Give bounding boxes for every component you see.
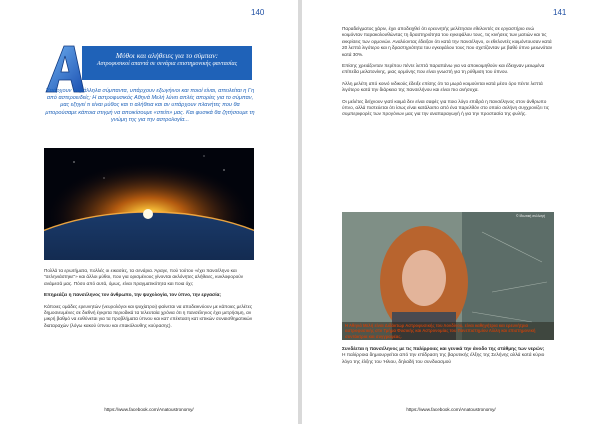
earth-sunrise-image (44, 148, 254, 260)
caption-text: Η Αθηνά Μελή είναι Διδάκτωρ Αστροφυσικής του Λονδίνου, είναι καθηγήτρια και ερευνήτρια αστροφυσικής στο Τμήμα Φυσικής και Αστρονομίας του Πανεπιστημίου Λίλλη και επιστημονική συντάκτρια και συγγραφέας. (342, 322, 554, 340)
right-body-bottom (342, 347, 554, 366)
intro-text: Υπάρχουν παράλληλα σύμπαντα, υπάρχουν εξωγήινοι και ποιοί είναι, απειλείται η Γη από αστεροειδείς; Η αστροφυσικός Αθηνά Μελή λύνει απλές απορίες για το σύμπαν, μας εξηγεί τι είναι μύθος και τι αλήθεια και αν υπάρχουν πλανήτες που θα μπορούσαμε κάποια στιγμή να αποικίσουμε «στείτι» μας. Και φυσικά θα ζητήσουμε τη γνώμη της για την αστρολογία... (45, 88, 255, 123)
paragraph: Επίσης χρειάζονταν περίπου πέντε λεπτά παραπάνω για να αποκοιμηθούν και έδειχναν μειωμένα επίπεδα μελατονίνης, μιας ορμόνης που είναι γνωστή για τη ρύθμιση του ύπνου. (342, 63, 545, 75)
paragraph: Άλλη μελέτη από κοινό ινδικούς έδειξε επίσης ότι τα μωρά κοιμούνται κατά μέσο όρο πέντε λεπτά λιγότερο κατά την διάρκεια της πανσελήνου και είναι πιο ανήσυχα. (342, 80, 543, 93)
banner-title: Μύθοι και αλήθειες για το σύμπαν: (115, 51, 219, 60)
page-footer-url: https://www.facebook.com/Anatoustronomy/ (406, 407, 496, 412)
left-page (0, 0, 298, 424)
paragraph: Οι μελέτες δείχνουν γιατί κοιμά δεν είναι σαφές για ποιο λόγο επιδρά η πανσέληνος στον άνθρωπο ύπνο, αλλά πιστεύεται ότι ίσως είναι κατάλοιπο από ένα παρελθόν στο οποίο σελήνη συγχρονίζει τις συμπεριφορές των προγόνων μας για την αναπαραγωγή ή για την προστασία της φυλής. (342, 98, 549, 117)
page-footer-url: https://www.facebook.com/Anatoustronomy/ (104, 407, 194, 412)
photo-caption (342, 322, 554, 340)
left-body (44, 268, 254, 334)
right-page (302, 0, 600, 424)
portrait-photo (342, 212, 554, 340)
paragraph: Πολλά τα ερωτήματα, πολλές οι εικασίες, τα σενάρια. Άραγε, πού τούτου «έχει πανσέληνο και "σεληνιάστηκε"» και άλλοι μύθοι, που για ορισμένους γίνονται ακλόνητες αλήθειες, κυκλοφορούν ανάμεσά μας. Πόσο από αυτά, όμως, είναι πραγματικότητα και ποια όχι; (44, 268, 244, 286)
right-body (342, 26, 554, 123)
paragraph: Κάποιες ομάδες ερευνητών (νευρολόγοι και ψυχίατροι) φαίνεται να αποδεικνύουν με κάποιες μελέτες δημοσιευμένες σε διεθνή έγκριτα περιοδικά τα τελευταία χρόνια ότι η πανσέληνος έχει μετρήσιμη, αν μικρή βαθμό να ευθύνεται για τα προβλήματα ύπνου και κατ' επέκταση κατ ιστικών συναισθηματικών διαταραχών (λόγω κακού ύπνου και επακόλουθης κούρασης). (44, 303, 253, 328)
letter-a-logo (44, 44, 86, 94)
section-heading (44, 292, 254, 298)
photo-credit: © Ιδιωτική συλλογή (516, 214, 545, 218)
banner-subtitle: Αστροφυσικοί απαντά σε σενάρια επιστημονικής φαντασίας (96, 61, 238, 67)
paragraph: Παραδείγματος χάριν, έχει αποδειχθεί ότι ερευνητής μελέτησαν εθελοντές σε εργαστήριο ενώ κοιμόνταν παρακολουθώντας τη δραστηριότητα του εγκεφάλου τους, τις κινήσεις των ματιών και τις εκκρίσεις των ορμονών. Αναλύοντας έδειξαν ότι κατά την πανσέληνο, οι εθελοντές κοιμόντουσαν κατά 20 λεπτά λιγότερο και η δραστηριότητα του εγκεφάλου τους που σχετίζονταν με βαθύ ύπνο μειωνόταν κατά 30%. (342, 26, 553, 57)
question-heading: Συνδέεται η πανσέληνος με τις παλίρροιες και γενικά την άνοδο της στάθμης των νερών; (342, 347, 545, 352)
paragraph: Η παλίρροια δημιουργείται από την επίδραση της βαρυτικής έλξης της Σελήνης αλλά κατά κύριο λόγο της έλξης του Ήλιου, δηλαδή του συνδυασμού (342, 353, 545, 365)
page-number: 140 (251, 8, 265, 17)
article-banner (82, 46, 252, 80)
page-number: 141 (553, 8, 567, 17)
question-heading: Επηρεάζει η πανσέληνος τον άνθρωπο, την ψυχολογία, τον ύπνο, την εργασία; (44, 292, 221, 298)
